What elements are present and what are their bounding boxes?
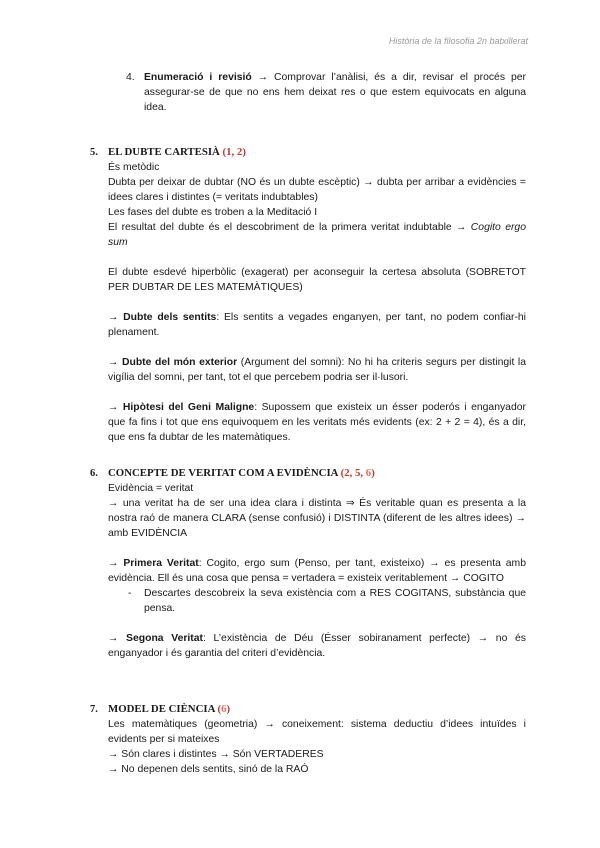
hyperbolic-paragraph: El dubte esdevé hiperbòlic (exagerat) per aconseguir la certesa absoluta (SOBRETOT PER DUBTAR DE LES MATEMÀTIQUES)	[108, 267, 526, 293]
line: → Són clares i distintes → Són VERTADERES	[108, 749, 324, 760]
line: Les fases del dubte es troben a la Meditació I	[108, 207, 318, 218]
section-title-text: MODEL DE CIÈNCIA	[108, 703, 218, 715]
genius-text: : Supossem que existeix un ésser poderós i enganyador que fa fins i tot que ens equivoquem en les veritats més evidents (ex: 2 + 2 = 4), és a dir, que ens fa dubtar de les matemàtiques.	[108, 402, 526, 443]
refs-secondary: 6	[221, 703, 227, 715]
arrow: →	[108, 312, 124, 323]
arrow: →	[108, 357, 122, 368]
senses-term: Dubte dels sentits	[123, 312, 217, 323]
refs-open: (	[340, 467, 345, 479]
section-title-text: CONCEPTE DE VERITAT COM A EVIDÈNCIA	[108, 467, 341, 479]
genius-term: Hipòtesi del Geni Maligne	[122, 402, 255, 413]
section-title-text: EL DUBTE CARTESIÀ	[108, 146, 223, 158]
line: És metòdic	[108, 162, 160, 173]
senses-text: : Els sentits a vegades enganyen, per tant, no podem confiar-hi plenament.	[108, 312, 526, 338]
refs-close: )	[371, 467, 375, 479]
section-refs: (1, 2)	[222, 146, 246, 158]
section-heading	[90, 145, 526, 160]
second-truth-term: Segona Veritat	[126, 633, 203, 644]
page-header: Història de la filosofia 2n batxillerat	[388, 36, 528, 46]
enumeration-item	[126, 70, 526, 115]
section-title	[108, 145, 526, 160]
item-body: → Comprovar l’anàlisi, és a dir, revisar el procés per assegurar-se de que no ens hem deixat res o que estem equivocats en alguna idea.	[144, 72, 526, 113]
item-4	[126, 70, 526, 115]
item-term: Enumeració i revisió	[144, 72, 252, 83]
section-7	[90, 702, 526, 777]
section-title	[108, 702, 526, 717]
line: → No depenen dels sentits, sinó de la RAÓ	[108, 764, 309, 775]
senses-paragraph	[108, 310, 526, 340]
first-truth-term: Primera Veritat	[123, 558, 199, 569]
second-truth-paragraph	[108, 631, 526, 661]
refs-close: )	[226, 703, 231, 715]
section-heading	[90, 466, 526, 481]
line: Dubta per deixar de dubtar (NO és un dubte escèptic) → dubta per arribar a evidències = idees clares i distintes (= veritats indubtables)	[108, 177, 526, 203]
refs-open: (	[217, 703, 222, 715]
result-text: El resultat del dubte és el descobriment de la primera veritat indubtable →	[108, 222, 471, 233]
subitem-text: Descartes descobreix la seva existència com a RES COGITANS, substància que pensa.	[144, 588, 526, 614]
first-truth-subitem	[128, 586, 526, 616]
first-truth-paragraph	[108, 556, 526, 586]
first-truth-text: : Cogito, ergo sum (Penso, per tant, existeixo) → es presenta amb evidència. Ell és una cosa que pensa = vertadera = existeix veritablement → COGITO	[108, 558, 526, 584]
section-number: 6.	[90, 468, 98, 479]
line: → una veritat ha de ser una idea clara i distinta ⇒ És veritable quan es presenta a la nostra raó de manera CLARA (sense confusió) i DISTINTA (diferent de les altres idees) → amb EVIDÈNCIA	[108, 498, 526, 539]
refs-main: 2, 5,	[344, 467, 366, 479]
refs-secondary: 6	[365, 467, 372, 479]
section-title	[108, 466, 526, 481]
section-5	[90, 145, 526, 445]
section-refs	[341, 467, 375, 479]
line: Evidència = veritat	[108, 483, 194, 494]
arrow: →	[108, 558, 124, 569]
item-text	[144, 70, 526, 115]
dash: -	[128, 588, 132, 599]
arrow: →	[108, 402, 123, 413]
section-6	[90, 466, 526, 661]
item-number: 4.	[126, 72, 135, 83]
cogito-text: Cogito ergo sum	[108, 222, 526, 248]
arrow: →	[108, 633, 127, 644]
section-refs	[218, 703, 231, 715]
line: Les matemàtiques (geometria) → coneixement: sistema deductiu d’idees intuïdes i evidents per si mateixes	[108, 719, 526, 745]
second-truth-text: : L’existència de Déu (Ésser sobiranament perfecte) → no és enganyador i és garantia del criteri d’evidència.	[108, 633, 526, 659]
line	[108, 220, 526, 250]
world-term: Dubte del món exterior	[121, 357, 238, 368]
world-paragraph	[108, 355, 526, 385]
section-number: 7.	[90, 704, 98, 715]
section-number: 5.	[90, 147, 98, 158]
genius-paragraph	[108, 400, 526, 445]
section-heading	[90, 702, 526, 717]
world-text: (Argument del somni): No hi ha criteris segurs per distingit la vigília del somni, per tant, tot el que percebem podria ser il·lusori.	[108, 357, 526, 383]
